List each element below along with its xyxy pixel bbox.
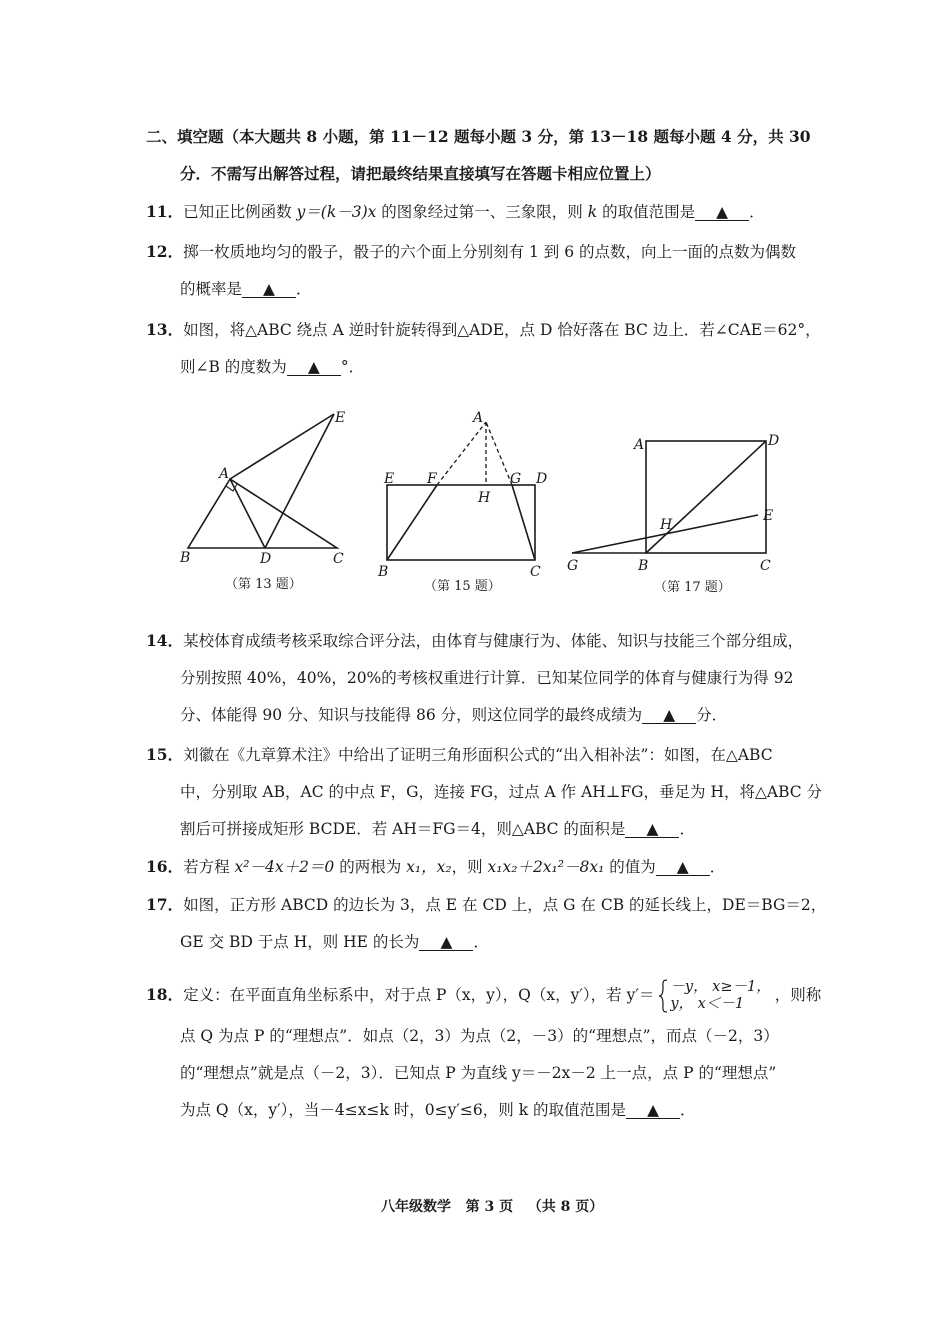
- question-17: [146, 894, 826, 916]
- figure-17: [560, 425, 790, 600]
- answer-blank: ▲: [419, 934, 473, 951]
- label-b: B: [378, 564, 389, 580]
- question-number: 18．: [146, 985, 184, 1004]
- question-text: 的概率是: [180, 280, 243, 298]
- label-e: E: [763, 508, 774, 524]
- page-footer: [381, 1196, 603, 1216]
- figure-caption: （第 13 题）: [225, 577, 302, 592]
- footer-page: 第 3 页: [465, 1199, 514, 1215]
- answer-blank: ▲: [656, 859, 710, 876]
- label-f: F: [427, 471, 437, 487]
- question-text: ，则: [451, 858, 488, 876]
- question-text: ．: [680, 1101, 696, 1119]
- question-text: 刘徽在《九章算术注》中给出了证明三角形面积公式的“出入相补法”：如图，在△ABC: [183, 746, 773, 764]
- variable: k: [587, 203, 598, 221]
- figure-caption: （第 17 题）: [654, 580, 731, 595]
- question-number: 12．: [146, 242, 184, 261]
- answer-blank: ▲: [626, 1102, 680, 1119]
- label-c: C: [760, 558, 771, 574]
- question-text: 分、体能得 90 分、知识与技能得 86 分，则这位同学的最终成绩为: [180, 706, 643, 724]
- triangle-abc: [188, 479, 337, 548]
- formula: x²－4x＋2＝0: [234, 858, 335, 876]
- label-b: B: [638, 558, 649, 574]
- question-text: 则∠B 的度数为: [180, 358, 287, 376]
- figure-caption: （第 15 题）: [424, 579, 501, 594]
- answer-blank: ▲: [242, 281, 296, 298]
- question-text: ．: [749, 203, 765, 221]
- label-e: E: [384, 471, 395, 487]
- figure-13: [175, 400, 365, 600]
- question-text: ．: [679, 820, 695, 838]
- question-text: ，则称: [774, 986, 822, 1004]
- question-15-line3: [180, 818, 695, 840]
- question-text: ．: [473, 933, 489, 951]
- label-e: E: [335, 410, 346, 426]
- footer-total: （共 8 页）: [527, 1199, 604, 1215]
- rectangle-bcde: [387, 485, 535, 560]
- diagonal-bd: [646, 441, 766, 553]
- label-a: A: [634, 437, 645, 453]
- answer-blank: ▲: [642, 707, 696, 724]
- section-title-line1: 二、填空题（本大题共 8 小题，第 11－12 题每小题 3 分，第 13－18 题每小题 4 分，共 30: [146, 127, 811, 146]
- question-text: 的值为: [604, 858, 656, 876]
- question-number: 15．: [146, 745, 184, 764]
- question-18-line3: 的“理想点”就是点（－2，3）．已知点 P 为直线 y＝－2x－2 上一点，点 P 的“理想点”: [180, 1064, 777, 1082]
- formula: y＝(k－3)x: [296, 203, 377, 221]
- label-b: B: [180, 550, 191, 566]
- question-text: 掷一枚质地均匀的骰子，骰子的六个面上分别刻有 1 到 6 的点数，向上一面的点数为偶数: [183, 243, 797, 261]
- label-d: D: [768, 433, 780, 449]
- question-text: 的取值范围是: [597, 203, 696, 221]
- question-16: [146, 856, 725, 878]
- label-a: A: [473, 410, 484, 426]
- question-15-line2: 中，分别取 AB，AC 的中点 F，G，连接 FG，过点 A 作 AH⊥FG，垂足为 H，将△ABC 分: [180, 783, 823, 801]
- question-text: 割后可拼接成矩形 BCDE．若 AH＝FG＝4，则△ABC 的面积是: [180, 820, 626, 838]
- dashed-ag: [486, 422, 512, 485]
- question-text: 的图象经过第一、三象限，则: [376, 203, 588, 221]
- question-text: 为点 Q（x，y′），当－4≤x≤k 时，0≤y′≤6，则 k 的取值范围是: [180, 1101, 627, 1119]
- figure-15: [370, 402, 560, 598]
- question-12-line2: [180, 278, 312, 300]
- question-text: ．: [296, 280, 312, 298]
- question-number: 11．: [146, 202, 184, 221]
- roots: x₁，x₂: [406, 858, 452, 876]
- question-text: 如图，将△ABC 绕点 A 逆时针旋转得到△ADE，点 D 恰好落在 BC 边上．若∠CAE＝62°，: [183, 321, 821, 339]
- question-11: [146, 201, 765, 223]
- question-number: 16．: [146, 857, 184, 876]
- question-18-line2: 点 Q 为点 P 的“理想点”．如点（2，3）为点（2，－3）的“理想点”，而点（－2，3）: [180, 1027, 779, 1045]
- piecewise-definition: [658, 979, 770, 1013]
- piecewise-case-2: y， x＜－1: [670, 996, 745, 1012]
- label-h: H: [478, 490, 491, 506]
- footer-subject: 八年级数学: [381, 1199, 451, 1215]
- segment-cg: [512, 485, 535, 560]
- segment-bf: [387, 485, 437, 560]
- label-g: G: [510, 471, 522, 487]
- answer-blank: ▲: [625, 821, 679, 838]
- question-number: 17．: [146, 895, 184, 914]
- label-d: D: [260, 551, 272, 567]
- piecewise-case-1: －y， x≥－1，: [670, 979, 771, 995]
- segment-de: [265, 414, 334, 548]
- section-title-line2: 分．不需写出解答过程，请把最终结果直接填写在答题卡相应位置上）: [180, 164, 661, 183]
- question-text: 如图，正方形 ABCD 的边长为 3，点 E 在 CD 上，点 G 在 CB 的延长线上，DE＝BG＝2，: [183, 896, 827, 914]
- label-h: H: [660, 517, 673, 533]
- question-text: 的两根为: [334, 858, 407, 876]
- question-13-line2: [180, 356, 364, 378]
- answer-blank: ▲: [287, 359, 341, 376]
- question-text: GE 交 BD 于点 H，则 HE 的长为: [180, 933, 420, 951]
- question-17-line2: [180, 931, 489, 953]
- question-number: 13．: [146, 320, 184, 339]
- question-text: 某校体育成绩考核采取综合评分法，由体育与健康行为、体能、知识与技能三个部分组成，: [183, 632, 804, 650]
- question-14: [146, 630, 803, 652]
- question-text: °．: [340, 358, 365, 376]
- label-c: C: [333, 551, 344, 567]
- question-12: [146, 241, 796, 263]
- question-text: 分．: [696, 706, 728, 724]
- question-number: 14．: [146, 631, 184, 650]
- label-g: G: [567, 558, 579, 574]
- question-text: ．: [709, 858, 726, 876]
- question-13: [146, 319, 821, 341]
- label-d: D: [536, 471, 548, 487]
- segment-ae: [230, 414, 334, 479]
- expression: x₁x₂＋2x₁²－8x₁: [487, 858, 605, 876]
- question-14-line2: 分别按照 40%，40%，20%的考核权重进行计算．已知某位同学的体育与健康行为得 92: [180, 669, 794, 687]
- question-18-line4: [180, 1099, 696, 1121]
- dashed-af: [437, 422, 486, 485]
- question-text: 若方程: [183, 858, 235, 876]
- question-text: 已知正比例函数: [183, 203, 297, 221]
- question-14-line3: [180, 704, 727, 726]
- brace-icon: [658, 979, 668, 1013]
- question-text: 定义：在平面直角坐标系中，对于点 P（x，y），Q（x，y′），若 y′＝: [183, 986, 655, 1004]
- answer-blank: ▲: [695, 204, 749, 221]
- label-c: C: [530, 564, 541, 580]
- question-18: [146, 975, 821, 1015]
- question-15: [146, 744, 773, 766]
- label-a: A: [219, 466, 230, 482]
